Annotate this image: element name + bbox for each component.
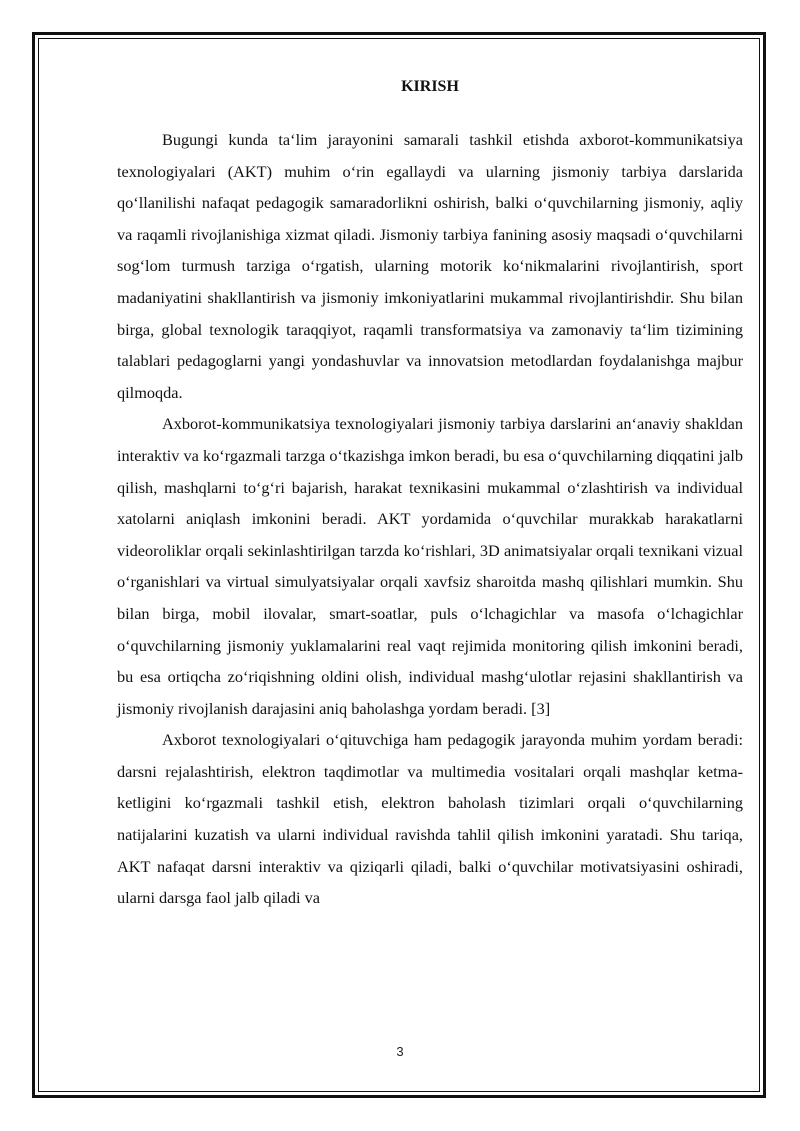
document-body [117,72,743,914]
page-number: 3 [396,1044,404,1059]
paragraph-2: Axborot-kommunikatsiya texnologiyalari jismoniy tarbiya darslarini an‘anaviy shakldan interaktiv va ko‘rgazmali tarzga o‘tkazishga imkon beradi, bu esa o‘quvchilarning diqqatini jalb qilish, mashqlarni to‘g‘ri bajarish, harakat texnikasini mukammal o‘zlashtirish va individual xatolarni aniqlash imkonini beradi. AKT yordamida o‘quvchilar murakkab harakatlarni videoroliklar orqali sekinlashtirilgan tarzda ko‘rishlari, 3D animatsiyalar orqali texnikani vizual o‘rganishlari va virtual simulyatsiyalar orqali xavfsiz sharoitda mashq qilishlari mumkin. Shu bilan birga, mobil ilovalar, smart-soatlar, puls o‘lchagichlar va masofa o‘lchagichlar o‘quvchilarning jismoniy yuklamalarini real vaqt rejimida monitoring qilish imkonini beradi, bu esa ortiqcha zo‘riqishning oldini olish, individual mashg‘ulotlar rejasini shakllantirish va jismoniy rivojlanish darajasini aniq baholashga yordam beradi. [3] [117,414,743,718]
paragraph-3: Axborot texnologiyalari o‘qituvchiga ham pedagogik jarayonda muhim yordam beradi: darsni rejalashtirish, elektron taqdimotlar va multimedia vositalari orqali mashqlar ketma-ketligini ko‘rgazmali tashkil etish, elektron baholash tizimlari orqali o‘quvchilarning natijalarini kuzatish va ularni individual ravishda tahlil qilish imkonini yaratadi. Shu tariqa, AKT nafaqat darsni interaktiv va qiziqarli qiladi, balki o‘quvchilar motivatsiyasini oshiradi, ularni darsga faol jalb qiladi va [117,730,743,908]
paragraph-1: Bugungi kunda ta‘lim jarayonini samarali tashkil etishda axborot-kommunikatsiya texnologiyalari (AKT) muhim o‘rin egallaydi va ularning jismoniy tarbiya darslarida qo‘llanilishi nafaqat pedagogik samaradorlikni oshirish, balki o‘quvchilarning jismoniy, aqliy va raqamli rivojlanishiga xizmat qiladi. Jismoniy tarbiya fanining asosiy maqsadi o‘quvchilarni sog‘lom turmush tarziga o‘rgatish, ularning motorik ko‘nikmalarini rivojlantirish, sport madaniyatini shakllantirish va jismoniy imkoniyatlarini mukammal rivojlantirishdir. Shu bilan birga, global texnologik taraqqiyot, raqamli transformatsiya va zamonaviy ta‘lim tizimining talablari pedagoglarni yangi yondashuvlar va innovatsion metodlardan foydalanishga majbur qilmoqda. [117,130,743,402]
section-heading: KIRISH [401,78,459,95]
